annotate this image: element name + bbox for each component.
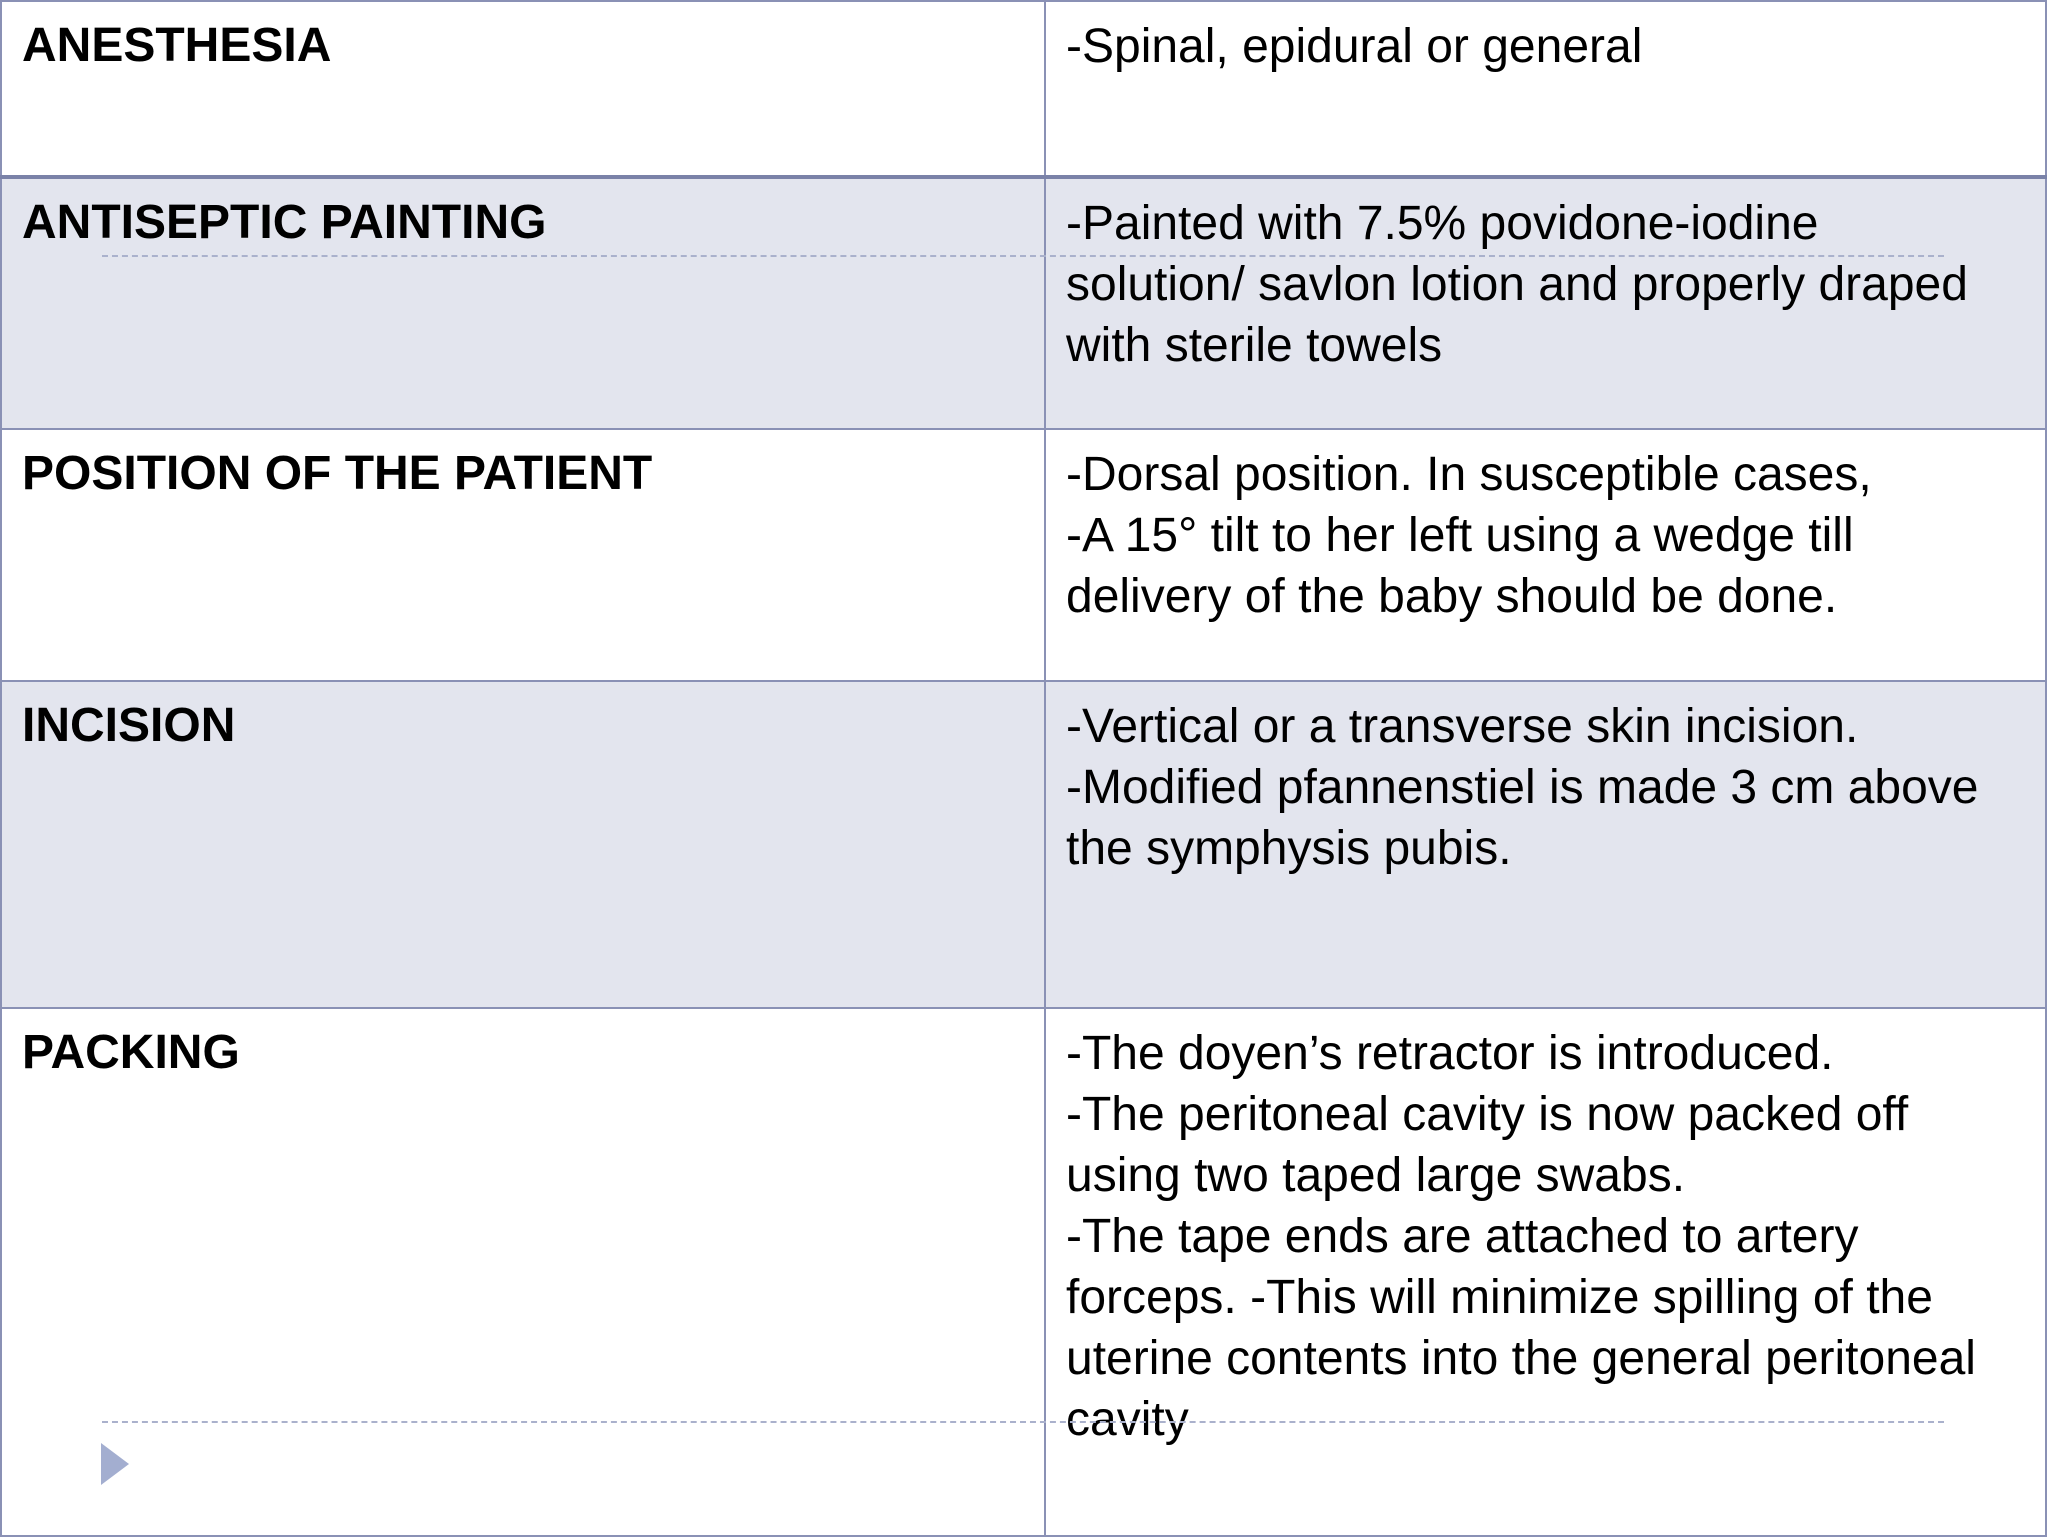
row-value-position-of-the-patient [1045, 429, 2046, 681]
value-line: -Dorsal position. In susceptible cases, [1066, 448, 1872, 501]
value-line: solution/ savlon lotion and properly draped [1066, 258, 1968, 311]
value-line: with sterile towels [1066, 319, 1443, 372]
row-label-position-of-the-patient: POSITION OF THE PATIENT [1, 429, 1045, 681]
row-label-antiseptic-painting: ANTISEPTIC PAINTING [1, 177, 1045, 429]
table-row [1, 1, 2046, 177]
row-label-anesthesia: ANESTHESIA [1, 1, 1045, 177]
value-line: -A 15° tilt to her left using a wedge till [1066, 509, 1854, 562]
value-line: the symphysis pubis. [1066, 822, 1512, 875]
value-line: -Modified pfannenstiel is made 3 cm above [1066, 761, 1979, 814]
value-line: -The peritoneal cavity is now packed off [1066, 1088, 1909, 1141]
row-value-anesthesia [1045, 1, 2046, 177]
value-line: forceps. -This will minimize spilling of the [1066, 1271, 1933, 1324]
value-line: delivery of the baby should be done. [1066, 570, 1838, 623]
value-line: using two taped large swabs. [1066, 1149, 1686, 1202]
row-label-incision: INCISION [1, 681, 1045, 1008]
row-label-packing: PACKING [1, 1008, 1045, 1536]
row-value-incision [1045, 681, 2046, 1008]
row-value-antiseptic-painting [1045, 177, 2046, 429]
value-line: -Vertical or a transverse skin incision. [1066, 700, 1859, 753]
table-row [1, 429, 2046, 681]
table-row [1, 1008, 2046, 1536]
next-slide-icon[interactable] [101, 1443, 129, 1485]
table-row [1, 177, 2046, 429]
value-line: -The doyen’s retractor is introduced. [1066, 1027, 1834, 1080]
value-line: cavity [1066, 1393, 1189, 1446]
row-value-packing [1045, 1008, 2046, 1536]
value-line: -Spinal, epidural or general [1066, 20, 1643, 73]
table-row [1, 681, 2046, 1008]
value-line: uterine contents into the general peritoneal [1066, 1332, 1976, 1385]
value-line: -The tape ends are attached to artery [1066, 1210, 1859, 1263]
value-line: -Painted with 7.5% povidone-iodine [1066, 197, 1819, 250]
